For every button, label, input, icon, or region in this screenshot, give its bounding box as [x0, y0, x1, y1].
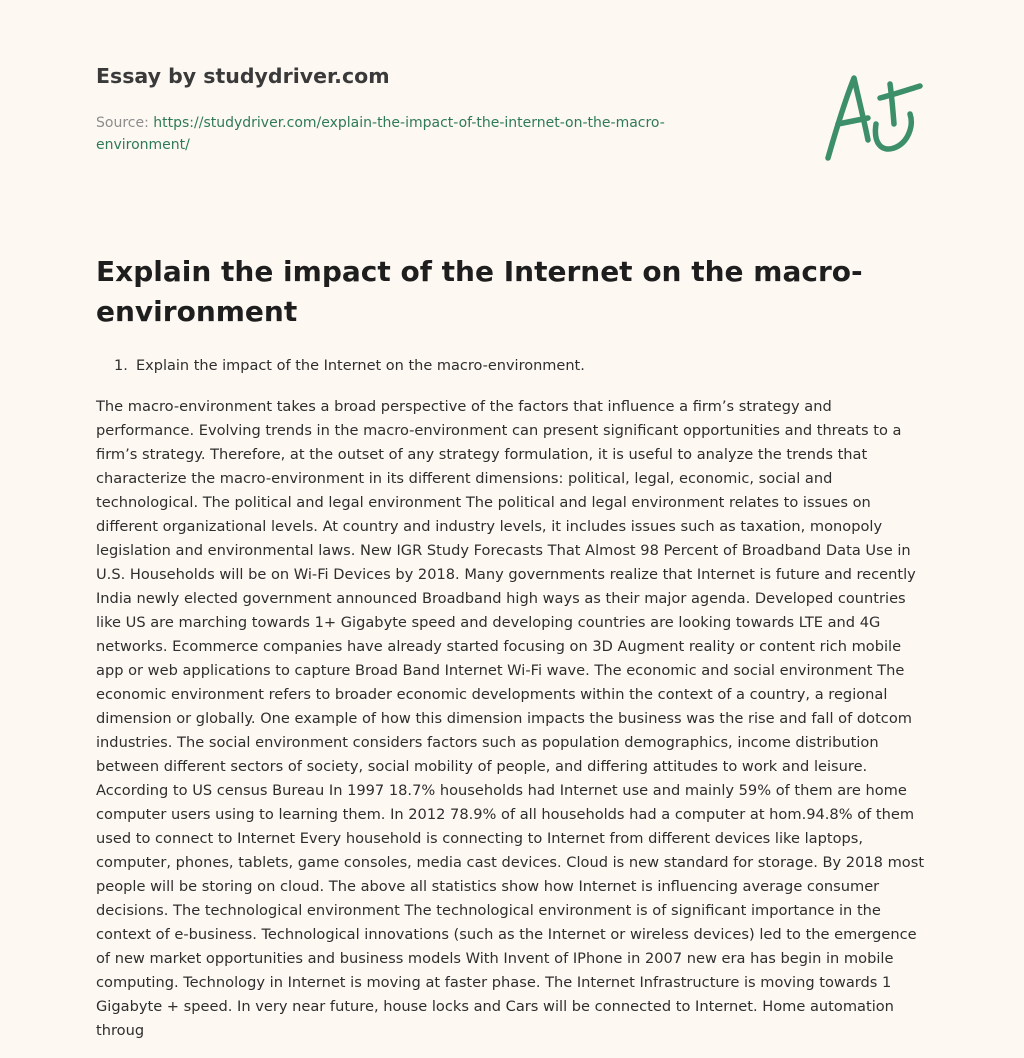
essay-body: The macro-environment takes a broad perspective of the factors that influence a firm’s strategy and performance. Evolving trends in the macro-environment can present significant opportunities and threats to a firm’s strategy. Therefore, at the outset of any strategy formulation, it is useful to analyze the trends that characterize the macro-environment in its different dimensions: political, legal, economic, social and technological. The political and legal environment The political and legal environment relates to issues on different organizational levels. At country and industry levels, it includes issues such as taxation, monopoly legislation and environmental laws. New IGR Study Forecasts That Almost 98 Percent of Broadband Data Use in U.S. Households will be on Wi-Fi Devices by 2018. Many governments realize that Internet is future and recently India newly elected government announced Broadband high ways as their major agenda. Developed countries like US are marching towards 1+ Gigabyte speed and developing countries are looking towards LTE and 4G networks. Ecommerce companies have already started focusing on 3D Augment reality or content rich mobile app or web applications to capture Broad Band Internet Wi-Fi wave. The economic and social environment The economic environment refers to broader economic developments within the context of a country, a regional dimension or globally. One example of how this dimension impacts the business was the rise and fall of dotcom industries. The social environment considers factors such as population demographics, income distribution between different sectors of society, social mobility of people, and differing attitudes to work and leisure. According to US census Bureau In 1997 18.7% households had Internet use and mainly 59% of them are home computer users using to learning them. In 2012 78.9% of all households had a computer at hom.94.8% of them used to connect to Internet Every household is connecting to Internet from different devices like laptops, computer, phones, tablets, game consoles, media cast devices. Cloud is new standard for storage. By 2018 most people will be storing on cloud. The above all statistics show how Internet is influencing average consumer decisions. The technological environment The technological environment is of significant importance in the context of e-business. Technological innovations (such as the Internet or wireless devices) led to the emergence of new market opportunities and business models With Invent of IPhone in 2007 new era has begin in mobile computing. Technology in Internet is moving at faster phase. The Internet Infrastructure is moving towards 1 Gigabyte + speed. In very near future, house locks and Cars will be connected to Internet. Home automation throug — [96, 398, 925, 1039]
source-label: Source: — [96, 115, 149, 131]
essay-title: Explain the impact of the Internet on the macro-environment — [96, 255, 863, 328]
a-plus-logo — [818, 68, 930, 164]
question-list — [96, 355, 585, 377]
list-item-number: 1. — [114, 358, 128, 374]
source-line — [96, 112, 736, 156]
list-item — [96, 355, 585, 377]
list-item-text: Explain the impact of the Internet on the macro-environment. — [136, 358, 585, 374]
site-title: Essay by studydriver.com — [96, 64, 390, 88]
a-plus-logo-icon — [818, 68, 930, 164]
source-link[interactable]: https://studydriver.com/explain-the-impact-of-the-internet-on-the-macro-environment/ — [96, 115, 665, 153]
